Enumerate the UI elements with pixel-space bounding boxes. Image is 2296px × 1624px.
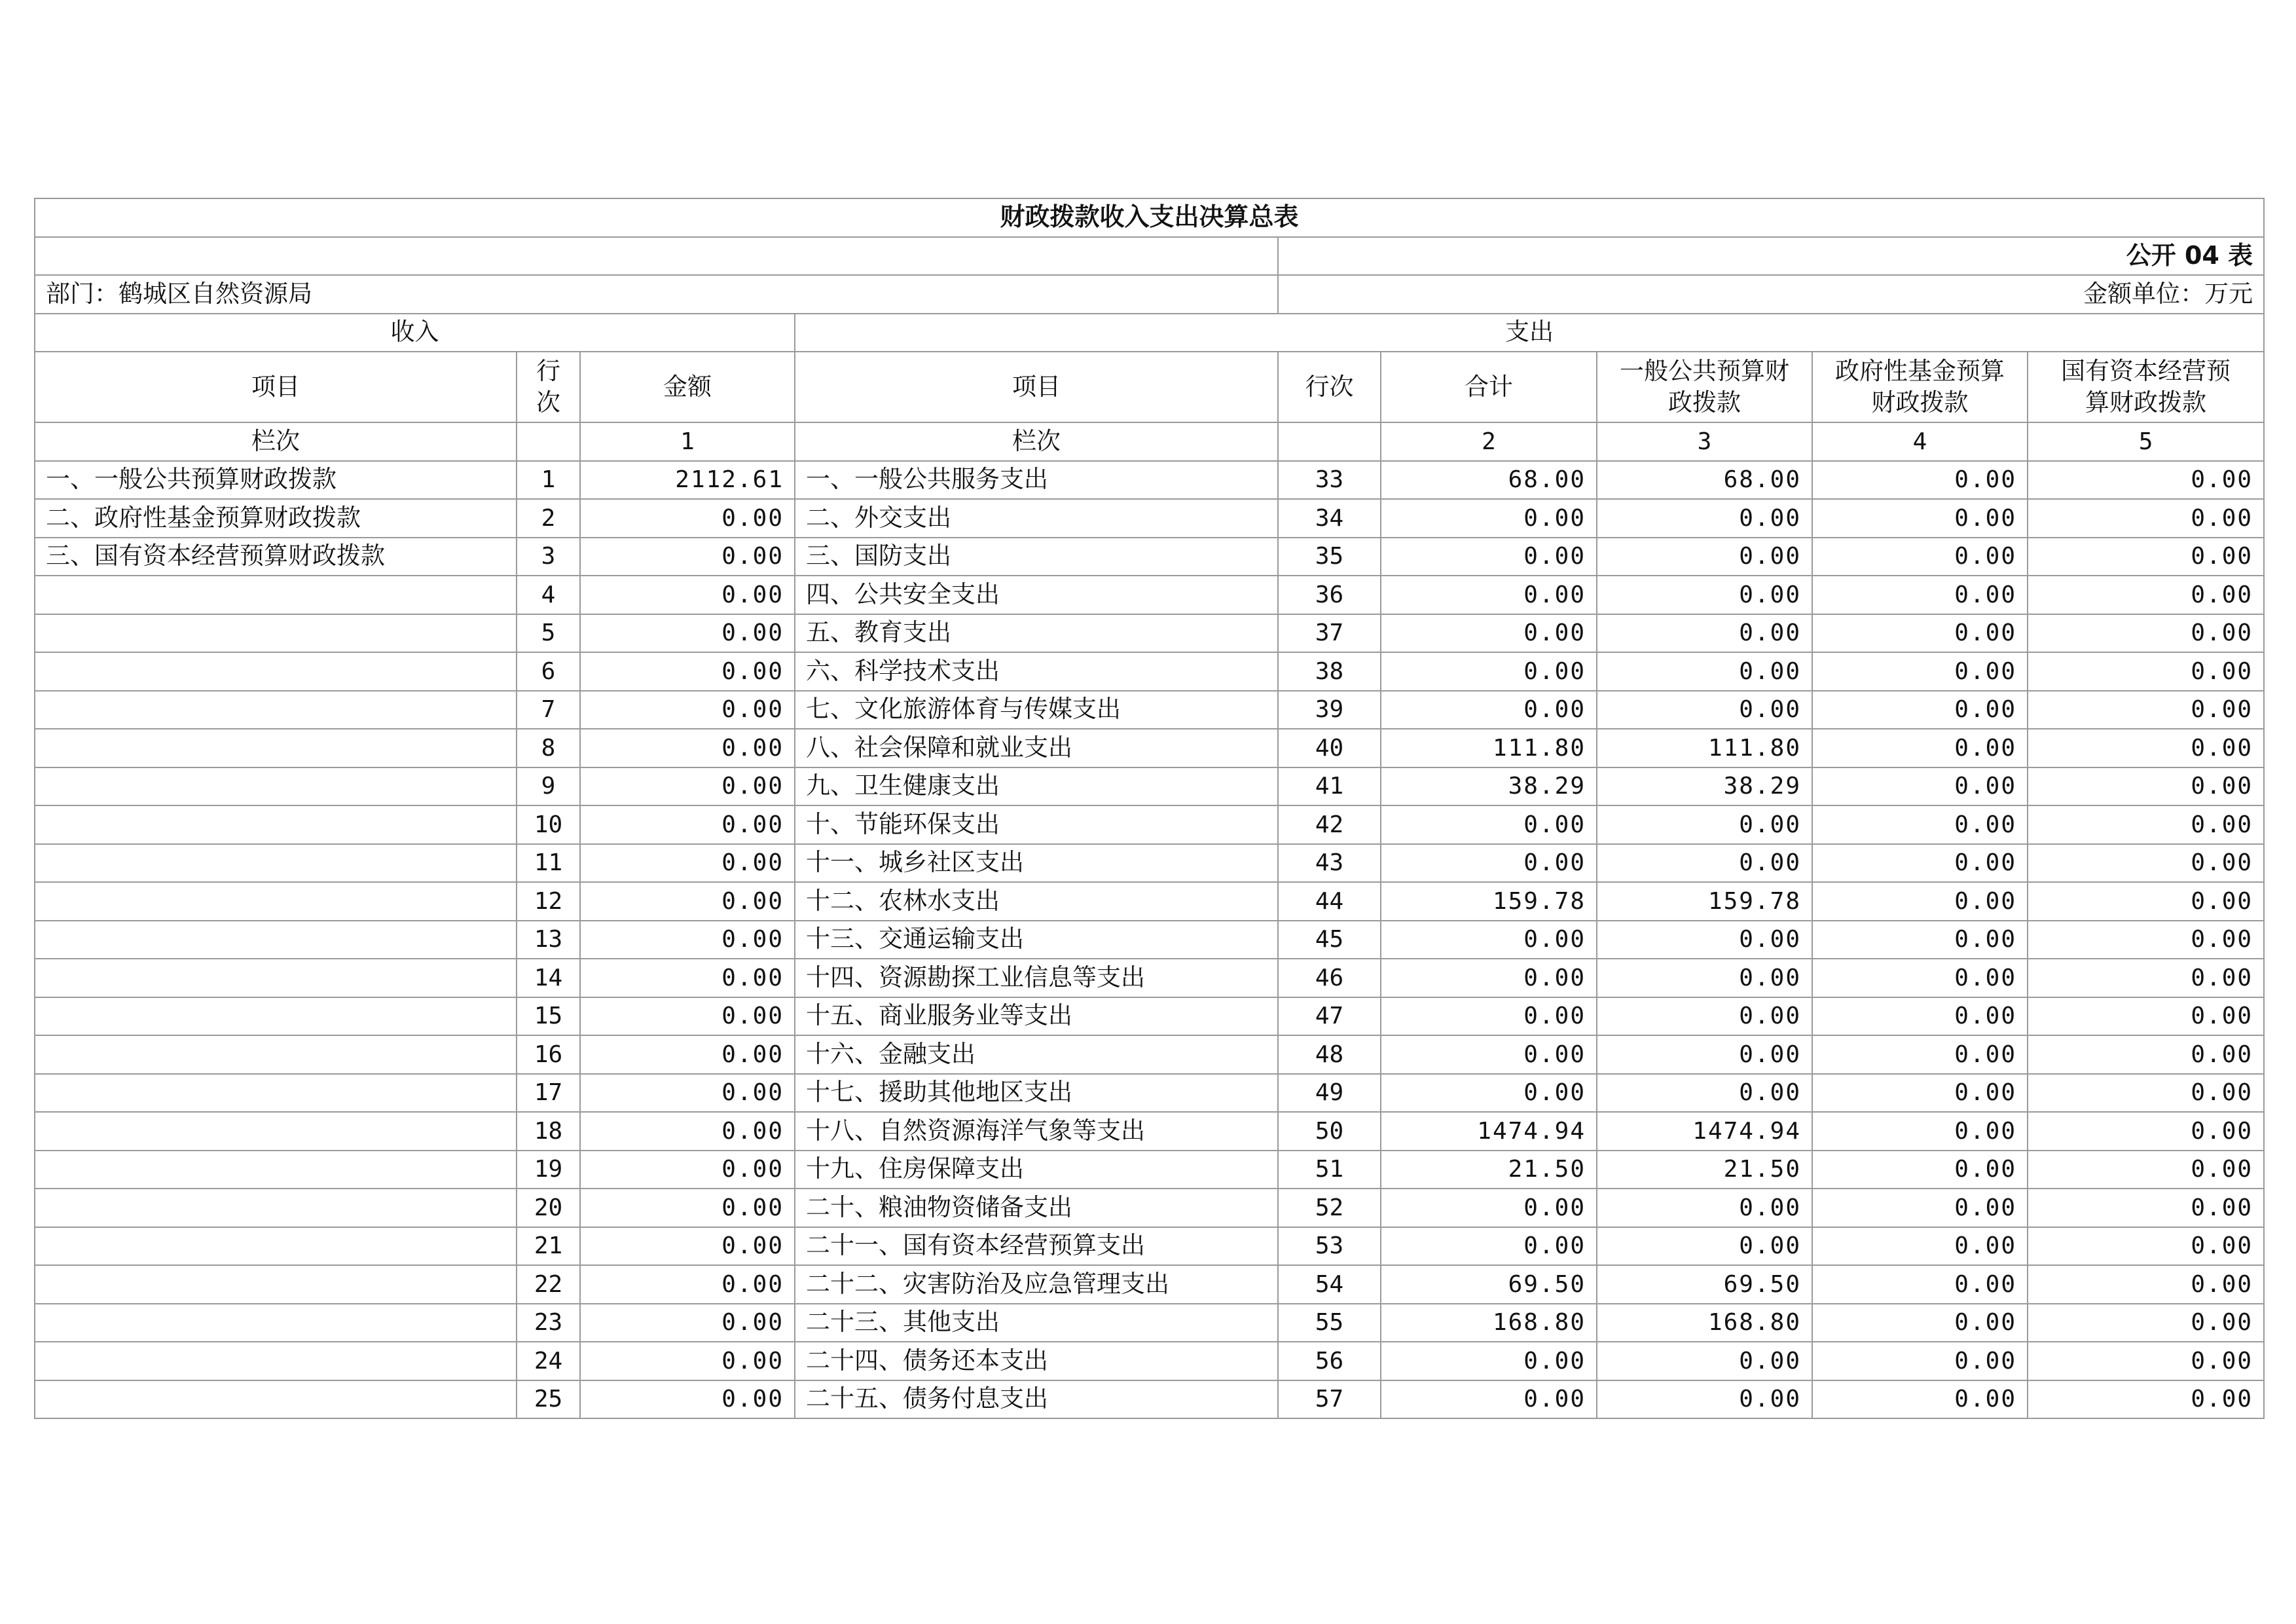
general-budget-cell: 0.00	[1597, 538, 1812, 576]
header-income-line: 行次	[517, 352, 580, 422]
expense-line-cell: 41	[1278, 767, 1381, 806]
state-capital-cell: 0.00	[2028, 805, 2264, 844]
income-item-cell	[35, 1151, 517, 1189]
income-item-cell	[35, 1189, 517, 1227]
general-budget-cell: 38.29	[1597, 767, 1812, 806]
general-budget-cell: 69.50	[1597, 1265, 1812, 1304]
expense-item-cell: 十七、援助其他地区支出	[795, 1074, 1278, 1113]
total-cell: 0.00	[1381, 538, 1597, 576]
colnum-gov-fund: 4	[1812, 422, 2028, 461]
table-row	[35, 882, 2264, 921]
income-amount-cell: 0.00	[580, 1380, 795, 1419]
income-line-cell: 23	[517, 1304, 580, 1342]
table-row	[35, 499, 2264, 538]
income-item-cell	[35, 844, 517, 883]
income-item-cell	[35, 805, 517, 844]
income-amount-cell: 0.00	[580, 844, 795, 883]
general-budget-cell: 0.00	[1597, 614, 1812, 653]
state-capital-cell: 0.00	[2028, 614, 2264, 653]
general-budget-cell: 0.00	[1597, 959, 1812, 997]
expense-item-cell: 十六、金融支出	[795, 1035, 1278, 1074]
expense-item-cell: 一、一般公共服务支出	[795, 461, 1278, 500]
state-capital-cell: 0.00	[2028, 538, 2264, 576]
table-row	[35, 538, 2264, 576]
income-amount-cell: 0.00	[580, 921, 795, 959]
general-budget-cell: 1474.94	[1597, 1112, 1812, 1151]
expense-line-cell: 51	[1278, 1151, 1381, 1189]
income-line-cell: 12	[517, 882, 580, 921]
total-cell: 0.00	[1381, 576, 1597, 614]
expense-line-cell: 44	[1278, 882, 1381, 921]
total-cell: 0.00	[1381, 997, 1597, 1036]
income-amount-cell: 0.00	[580, 614, 795, 653]
fiscal-summary-table	[34, 198, 2265, 1419]
colnum-income-amount: 1	[580, 422, 795, 461]
income-line-cell: 24	[517, 1342, 580, 1380]
state-capital-cell: 0.00	[2028, 1074, 2264, 1113]
gov-fund-cell: 0.00	[1812, 691, 2028, 729]
income-line-cell: 15	[517, 997, 580, 1036]
total-cell: 0.00	[1381, 1380, 1597, 1419]
income-line-cell: 6	[517, 652, 580, 691]
income-item-cell	[35, 1265, 517, 1304]
total-cell: 0.00	[1381, 499, 1597, 538]
header-expense-line: 行次	[1278, 352, 1381, 422]
general-budget-cell: 0.00	[1597, 1189, 1812, 1227]
income-line-cell: 25	[517, 1380, 580, 1419]
income-line-cell: 2	[517, 499, 580, 538]
total-cell: 0.00	[1381, 921, 1597, 959]
income-amount-cell: 0.00	[580, 499, 795, 538]
general-budget-cell: 0.00	[1597, 1342, 1812, 1380]
gov-fund-cell: 0.00	[1812, 1112, 2028, 1151]
gov-fund-cell: 0.00	[1812, 1035, 2028, 1074]
total-cell: 0.00	[1381, 844, 1597, 883]
table-title: 财政拨款收入支出决算总表	[35, 198, 2264, 237]
income-amount-cell: 0.00	[580, 767, 795, 806]
expense-line-cell: 46	[1278, 959, 1381, 997]
income-amount-cell: 0.00	[580, 576, 795, 614]
income-line-cell: 8	[517, 729, 580, 767]
gov-fund-cell: 0.00	[1812, 538, 2028, 576]
expense-item-cell: 十、节能环保支出	[795, 805, 1278, 844]
colnum-expense-label: 栏次	[795, 422, 1278, 461]
expense-item-cell: 五、教育支出	[795, 614, 1278, 653]
state-capital-cell: 0.00	[2028, 1112, 2264, 1151]
header-income-amount: 金额	[580, 352, 795, 422]
state-capital-cell: 0.00	[2028, 691, 2264, 729]
general-budget-cell: 0.00	[1597, 576, 1812, 614]
general-budget-cell: 0.00	[1597, 805, 1812, 844]
income-amount-cell: 0.00	[580, 882, 795, 921]
income-item-cell	[35, 652, 517, 691]
expense-line-cell: 43	[1278, 844, 1381, 883]
expense-line-cell: 54	[1278, 1265, 1381, 1304]
income-amount-cell: 0.00	[580, 691, 795, 729]
table-row	[35, 1151, 2264, 1189]
colnum-blank	[517, 422, 580, 461]
table-row	[35, 844, 2264, 883]
table-row	[35, 576, 2264, 614]
expense-item-cell: 二十五、债务付息支出	[795, 1380, 1278, 1419]
gov-fund-cell: 0.00	[1812, 729, 2028, 767]
income-item-cell	[35, 921, 517, 959]
blank-cell	[35, 237, 1278, 276]
state-capital-cell: 0.00	[2028, 844, 2264, 883]
total-cell: 159.78	[1381, 882, 1597, 921]
gov-fund-cell: 0.00	[1812, 652, 2028, 691]
income-amount-cell: 0.00	[580, 652, 795, 691]
gov-fund-cell: 0.00	[1812, 882, 2028, 921]
total-cell: 0.00	[1381, 1189, 1597, 1227]
general-budget-cell: 68.00	[1597, 461, 1812, 500]
state-capital-cell: 0.00	[2028, 1151, 2264, 1189]
gov-fund-cell: 0.00	[1812, 576, 2028, 614]
colnum-general: 3	[1597, 422, 1812, 461]
header-state-capital: 国有资本经营预算财政拨款	[2028, 352, 2264, 422]
colnum-income-label: 栏次	[35, 422, 517, 461]
state-capital-cell: 0.00	[2028, 959, 2264, 997]
colnum-state-capital: 5	[2028, 422, 2264, 461]
general-budget-cell: 0.00	[1597, 1227, 1812, 1266]
income-item-cell	[35, 997, 517, 1036]
expense-item-cell: 二十一、国有资本经营预算支出	[795, 1227, 1278, 1266]
table-row	[35, 997, 2264, 1036]
general-budget-cell: 0.00	[1597, 691, 1812, 729]
general-budget-cell: 168.80	[1597, 1304, 1812, 1342]
total-cell: 68.00	[1381, 461, 1597, 500]
expense-line-cell: 42	[1278, 805, 1381, 844]
gov-fund-cell: 0.00	[1812, 1265, 2028, 1304]
expense-item-cell: 三、国防支出	[795, 538, 1278, 576]
total-cell: 111.80	[1381, 729, 1597, 767]
expense-line-cell: 38	[1278, 652, 1381, 691]
state-capital-cell: 0.00	[2028, 461, 2264, 500]
income-line-cell: 14	[517, 959, 580, 997]
gov-fund-cell: 0.00	[1812, 844, 2028, 883]
income-amount-cell: 0.00	[580, 1342, 795, 1380]
table-row	[35, 1074, 2264, 1113]
expense-item-cell: 十八、自然资源海洋气象等支出	[795, 1112, 1278, 1151]
table-row	[35, 805, 2264, 844]
general-budget-cell: 0.00	[1597, 1380, 1812, 1419]
total-cell: 0.00	[1381, 805, 1597, 844]
income-line-cell: 3	[517, 538, 580, 576]
table-row	[35, 767, 2264, 806]
general-budget-cell: 0.00	[1597, 652, 1812, 691]
expense-item-cell: 十一、城乡社区支出	[795, 844, 1278, 883]
department-label: 部门：鹤城区自然资源局	[35, 275, 1278, 314]
total-cell: 168.80	[1381, 1304, 1597, 1342]
income-item-cell	[35, 729, 517, 767]
income-amount-cell: 0.00	[580, 959, 795, 997]
table-row	[35, 1380, 2264, 1419]
state-capital-cell: 0.00	[2028, 729, 2264, 767]
table-row	[35, 1304, 2264, 1342]
income-amount-cell: 0.00	[580, 729, 795, 767]
expense-item-cell: 二十四、债务还本支出	[795, 1342, 1278, 1380]
expense-line-cell: 49	[1278, 1074, 1381, 1113]
expense-line-cell: 34	[1278, 499, 1381, 538]
state-capital-cell: 0.00	[2028, 1189, 2264, 1227]
expense-line-cell: 55	[1278, 1304, 1381, 1342]
income-line-cell: 20	[517, 1189, 580, 1227]
table-row	[35, 959, 2264, 997]
table-row	[35, 461, 2264, 500]
expense-item-cell: 二十三、其他支出	[795, 1304, 1278, 1342]
income-item-cell	[35, 1342, 517, 1380]
table-row	[35, 1342, 2264, 1380]
expense-line-cell: 36	[1278, 576, 1381, 614]
income-item-cell: 二、政府性基金预算财政拨款	[35, 499, 517, 538]
income-line-cell: 19	[517, 1151, 580, 1189]
total-cell: 1474.94	[1381, 1112, 1597, 1151]
income-item-cell	[35, 1035, 517, 1074]
state-capital-cell: 0.00	[2028, 1227, 2264, 1266]
table-row	[35, 614, 2264, 653]
income-line-cell: 22	[517, 1265, 580, 1304]
expense-section-header: 支出	[795, 314, 2264, 352]
income-amount-cell: 0.00	[580, 1227, 795, 1266]
income-amount-cell: 0.00	[580, 1151, 795, 1189]
state-capital-cell: 0.00	[2028, 652, 2264, 691]
income-line-cell: 11	[517, 844, 580, 883]
income-item-cell: 三、国有资本经营预算财政拨款	[35, 538, 517, 576]
income-line-cell: 18	[517, 1112, 580, 1151]
general-budget-cell: 0.00	[1597, 1074, 1812, 1113]
expense-line-cell: 33	[1278, 461, 1381, 500]
gov-fund-cell: 0.00	[1812, 767, 2028, 806]
gov-fund-cell: 0.00	[1812, 1227, 2028, 1266]
income-line-cell: 13	[517, 921, 580, 959]
total-cell: 0.00	[1381, 1074, 1597, 1113]
gov-fund-cell: 0.00	[1812, 614, 2028, 653]
total-cell: 0.00	[1381, 614, 1597, 653]
income-line-cell: 21	[517, 1227, 580, 1266]
total-cell: 0.00	[1381, 1227, 1597, 1266]
expense-line-cell: 57	[1278, 1380, 1381, 1419]
income-item-cell	[35, 1304, 517, 1342]
income-amount-cell: 0.00	[580, 1112, 795, 1151]
expense-item-cell: 九、卫生健康支出	[795, 767, 1278, 806]
income-line-cell: 4	[517, 576, 580, 614]
income-amount-cell: 0.00	[580, 1189, 795, 1227]
table-row	[35, 1035, 2264, 1074]
income-item-cell	[35, 1112, 517, 1151]
total-cell: 0.00	[1381, 652, 1597, 691]
income-amount-cell: 0.00	[580, 997, 795, 1036]
state-capital-cell: 0.00	[2028, 1342, 2264, 1380]
income-item-cell	[35, 959, 517, 997]
gov-fund-cell: 0.00	[1812, 805, 2028, 844]
expense-item-cell: 十九、住房保障支出	[795, 1151, 1278, 1189]
income-amount-cell: 0.00	[580, 805, 795, 844]
general-budget-cell: 159.78	[1597, 882, 1812, 921]
gov-fund-cell: 0.00	[1812, 1189, 2028, 1227]
table-row	[35, 1189, 2264, 1227]
expense-item-cell: 二十、粮油物资储备支出	[795, 1189, 1278, 1227]
header-general-budget: 一般公共预算财政拨款	[1597, 352, 1812, 422]
expense-line-cell: 53	[1278, 1227, 1381, 1266]
table-row	[35, 691, 2264, 729]
expense-item-cell: 八、社会保障和就业支出	[795, 729, 1278, 767]
income-line-cell: 1	[517, 461, 580, 500]
general-budget-cell: 111.80	[1597, 729, 1812, 767]
state-capital-cell: 0.00	[2028, 1265, 2264, 1304]
income-line-cell: 7	[517, 691, 580, 729]
income-item-cell	[35, 1227, 517, 1266]
expense-line-cell: 47	[1278, 997, 1381, 1036]
income-section-header: 收入	[35, 314, 795, 352]
gov-fund-cell: 0.00	[1812, 499, 2028, 538]
expense-item-cell: 七、文化旅游体育与传媒支出	[795, 691, 1278, 729]
income-item-cell: 一、一般公共预算财政拨款	[35, 461, 517, 500]
state-capital-cell: 0.00	[2028, 997, 2264, 1036]
income-amount-cell: 0.00	[580, 1074, 795, 1113]
income-item-cell	[35, 882, 517, 921]
table-row	[35, 652, 2264, 691]
income-item-cell	[35, 767, 517, 806]
expense-line-cell: 50	[1278, 1112, 1381, 1151]
state-capital-cell: 0.00	[2028, 1035, 2264, 1074]
table-row	[35, 1265, 2264, 1304]
state-capital-cell: 0.00	[2028, 767, 2264, 806]
expense-item-cell: 二、外交支出	[795, 499, 1278, 538]
total-cell: 0.00	[1381, 1342, 1597, 1380]
fiscal-summary-sheet	[34, 198, 2263, 1419]
general-budget-cell: 0.00	[1597, 1035, 1812, 1074]
table-row	[35, 1112, 2264, 1151]
gov-fund-cell: 0.00	[1812, 959, 2028, 997]
expense-line-cell: 35	[1278, 538, 1381, 576]
state-capital-cell: 0.00	[2028, 576, 2264, 614]
gov-fund-cell: 0.00	[1812, 1151, 2028, 1189]
gov-fund-cell: 0.00	[1812, 1380, 2028, 1419]
income-line-cell: 16	[517, 1035, 580, 1074]
total-cell: 0.00	[1381, 691, 1597, 729]
state-capital-cell: 0.00	[2028, 882, 2264, 921]
expense-line-cell: 48	[1278, 1035, 1381, 1074]
expense-line-cell: 56	[1278, 1342, 1381, 1380]
income-item-cell	[35, 576, 517, 614]
income-amount-cell: 0.00	[580, 1304, 795, 1342]
expense-line-cell: 52	[1278, 1189, 1381, 1227]
gov-fund-cell: 0.00	[1812, 1304, 2028, 1342]
gov-fund-cell: 0.00	[1812, 921, 2028, 959]
income-line-cell: 5	[517, 614, 580, 653]
colnum-blank	[1278, 422, 1381, 461]
total-cell: 0.00	[1381, 1035, 1597, 1074]
expense-line-cell: 37	[1278, 614, 1381, 653]
income-line-cell: 9	[517, 767, 580, 806]
total-cell: 0.00	[1381, 959, 1597, 997]
expense-item-cell: 十五、商业服务业等支出	[795, 997, 1278, 1036]
gov-fund-cell: 0.00	[1812, 1074, 2028, 1113]
expense-item-cell: 十四、资源勘探工业信息等支出	[795, 959, 1278, 997]
colnum-total: 2	[1381, 422, 1597, 461]
expense-item-cell: 十二、农林水支出	[795, 882, 1278, 921]
general-budget-cell: 0.00	[1597, 499, 1812, 538]
income-amount-cell: 0.00	[580, 1265, 795, 1304]
expense-item-cell: 六、科学技术支出	[795, 652, 1278, 691]
gov-fund-cell: 0.00	[1812, 997, 2028, 1036]
income-amount-cell: 0.00	[580, 1035, 795, 1074]
general-budget-cell: 0.00	[1597, 844, 1812, 883]
state-capital-cell: 0.00	[2028, 1304, 2264, 1342]
total-cell: 38.29	[1381, 767, 1597, 806]
expense-line-cell: 45	[1278, 921, 1381, 959]
income-line-cell: 17	[517, 1074, 580, 1113]
header-expense-item: 项目	[795, 352, 1278, 422]
total-cell: 69.50	[1381, 1265, 1597, 1304]
general-budget-cell: 21.50	[1597, 1151, 1812, 1189]
income-amount-cell: 0.00	[580, 538, 795, 576]
form-number: 公开 04 表	[1278, 237, 2264, 276]
general-budget-cell: 0.00	[1597, 921, 1812, 959]
gov-fund-cell: 0.00	[1812, 1342, 2028, 1380]
gov-fund-cell: 0.00	[1812, 461, 2028, 500]
expense-item-cell: 二十二、灾害防治及应急管理支出	[795, 1265, 1278, 1304]
expense-line-cell: 40	[1278, 729, 1381, 767]
income-item-cell	[35, 1074, 517, 1113]
general-budget-cell: 0.00	[1597, 997, 1812, 1036]
header-gov-fund: 政府性基金预算财政拨款	[1812, 352, 2028, 422]
expense-line-cell: 39	[1278, 691, 1381, 729]
state-capital-cell: 0.00	[2028, 921, 2264, 959]
income-item-cell	[35, 614, 517, 653]
header-income-item: 项目	[35, 352, 517, 422]
table-row	[35, 921, 2264, 959]
state-capital-cell: 0.00	[2028, 499, 2264, 538]
income-line-cell: 10	[517, 805, 580, 844]
income-item-cell	[35, 1380, 517, 1419]
income-amount-cell: 2112.61	[580, 461, 795, 500]
state-capital-cell: 0.00	[2028, 1380, 2264, 1419]
expense-item-cell: 十三、交通运输支出	[795, 921, 1278, 959]
table-row	[35, 729, 2264, 767]
total-cell: 21.50	[1381, 1151, 1597, 1189]
expense-item-cell: 四、公共安全支出	[795, 576, 1278, 614]
unit-label: 金额单位：万元	[1278, 275, 2264, 314]
header-total: 合计	[1381, 352, 1597, 422]
table-row	[35, 1227, 2264, 1266]
income-item-cell	[35, 691, 517, 729]
